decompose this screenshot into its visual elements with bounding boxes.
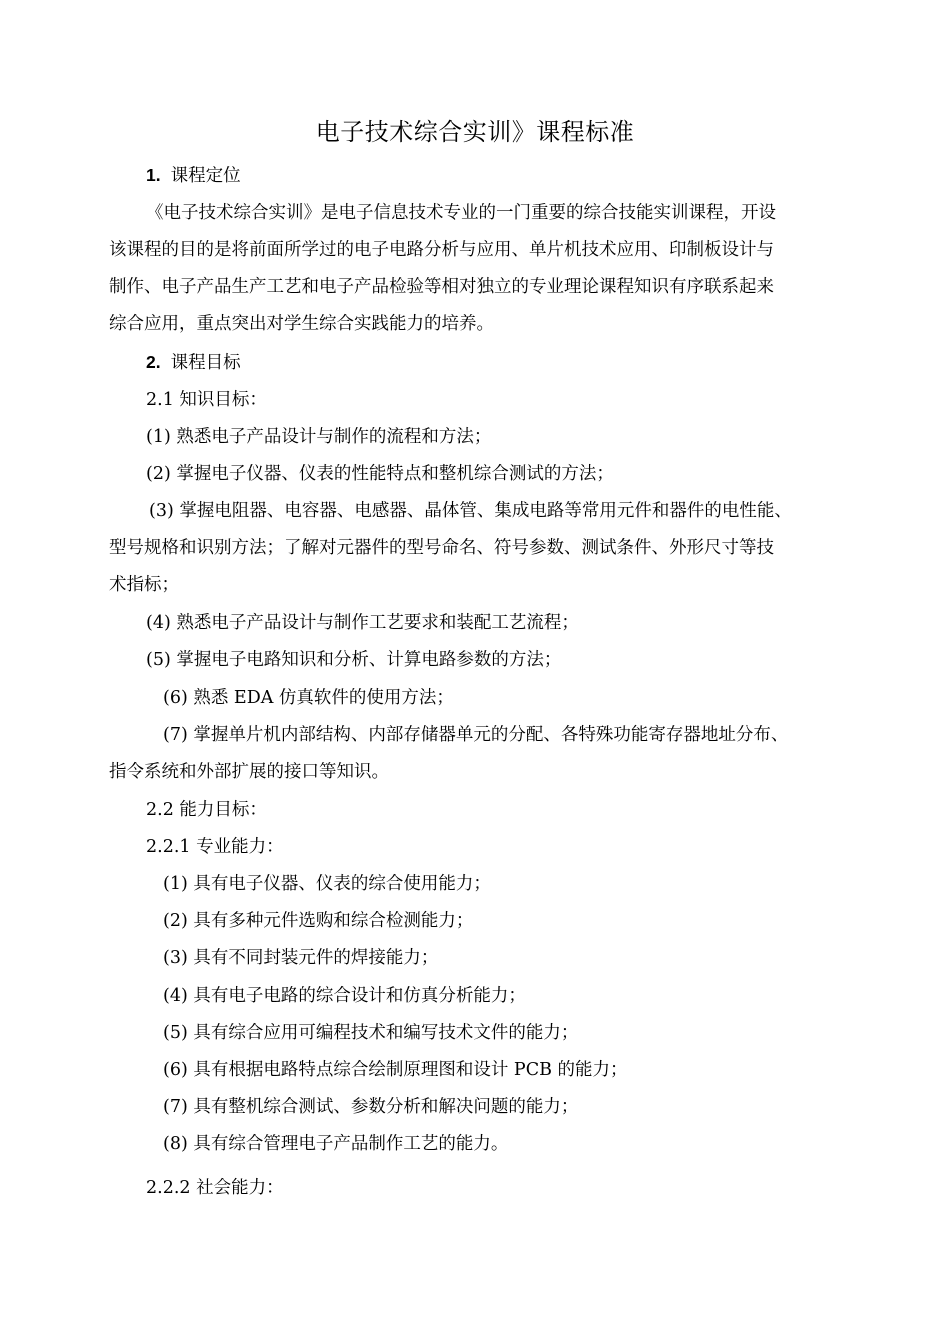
knowledge-item-6: (6) 熟悉 EDA 仿真软件的使用方法； — [163, 688, 454, 708]
knowledge-item-7-cont: 指令系统和外部扩展的接口等知识。 — [109, 762, 389, 782]
professional-ability-heading: 2.2.1 专业能力： — [146, 837, 284, 857]
knowledge-item-7: (7) 掌握单片机内部结构、内部存储器单元的分配、各特殊功能寄存器地址分布、 — [163, 725, 789, 745]
knowledge-item-3-cont: 术指标； — [109, 575, 179, 595]
knowledge-item-1: (1) 熟悉电子产品设计与制作的流程和方法； — [146, 427, 492, 447]
section-2-title: 课程目标 — [170, 353, 241, 373]
knowledge-item-5: (5) 掌握电子电路知识和分析、计算电路参数的方法； — [146, 650, 562, 670]
paragraph-line: 制作、电子产品生产工艺和电子产品检验等相对独立的专业理论课程知识有序联系起来 — [109, 277, 774, 297]
section-2-number: 2. — [146, 352, 161, 372]
social-ability-heading: 2.2.2 社会能力： — [146, 1178, 284, 1198]
ability-item: (5) 具有综合应用可编程技术和编写技术文件的能力； — [163, 1023, 579, 1043]
knowledge-item-2: (2) 掌握电子仪器、仪表的性能特点和整机综合测试的方法； — [146, 464, 614, 484]
section-1-title: 课程定位 — [170, 166, 241, 186]
section-1-number: 1. — [146, 165, 161, 185]
knowledge-item-3: (3) 掌握电阻器、电容器、电感器、晶体管、集成电路等常用元件和器件的电性能、 — [149, 501, 792, 521]
ability-item: (6) 具有根据电路特点综合绘制原理图和设计 PCB 的能力； — [163, 1060, 628, 1080]
ability-item: (1) 具有电子仪器、仪表的综合使用能力； — [163, 874, 491, 894]
ability-item: (3) 具有不同封装元件的焊接能力； — [163, 948, 439, 968]
knowledge-item-3-cont: 型号规格和识别方法；了解对元器件的型号命名、符号参数、测试条件、外形尺寸等技 — [109, 538, 774, 558]
ability-item: (4) 具有电子电路的综合设计和仿真分析能力； — [163, 986, 526, 1006]
knowledge-goals-heading: 2.1 知识目标： — [146, 390, 267, 410]
section-2-heading — [146, 350, 241, 375]
section-1-heading — [146, 163, 241, 188]
ability-item: (8) 具有综合管理电子产品制作工艺的能力。 — [163, 1134, 509, 1154]
document-title: 电子技术综合实训》课程标准 — [315, 118, 635, 146]
paragraph-line: 《电子技术综合实训》是电子信息技术专业的一门重要的综合技能实训课程，开设 — [146, 203, 776, 223]
knowledge-item-4: (4) 熟悉电子产品设计与制作工艺要求和装配工艺流程； — [146, 613, 579, 633]
paragraph-line: 该课程的目的是将前面所学过的电子电路分析与应用、单片机技术应用、印制板设计与 — [109, 240, 774, 260]
ability-goals-heading: 2.2 能力目标： — [146, 800, 267, 820]
paragraph-line: 综合应用，重点突出对学生综合实践能力的培养。 — [109, 314, 494, 334]
ability-item: (2) 具有多种元件选购和综合检测能力； — [163, 911, 474, 931]
ability-item: (7) 具有整机综合测试、参数分析和解决问题的能力； — [163, 1097, 579, 1117]
